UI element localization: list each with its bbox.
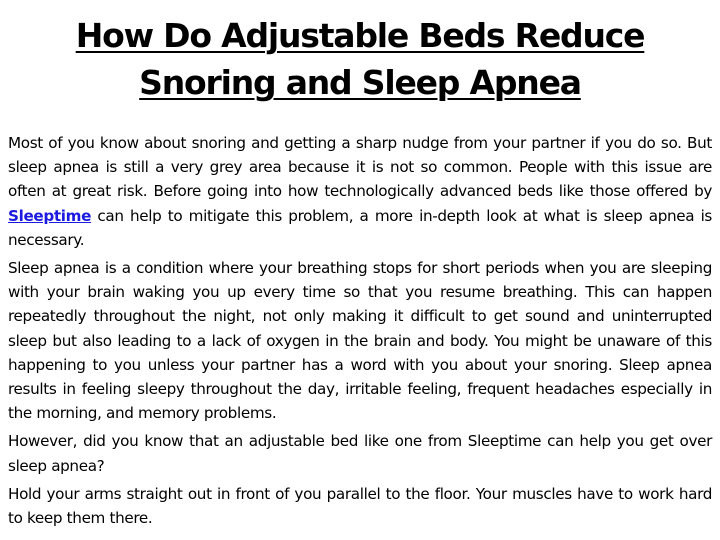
paragraph-intro-text-after: can help to mitigate this problem, a more in-depth look at what is sleep apnea is necessary. [8,206,712,249]
page-title: How Do Adjustable Beds Reduce Snoring and Sleep Apnea [75,16,645,102]
paragraph-arms: Hold your arms straight out in front of you parallel to the floor. Your muscles have to work hard to keep them there. [8,484,712,528]
paragraph-definition: Sleep apnea is a condition where your breathing stops for short periods when you are sleeping with your brain waking you up every time so that you resume breathing. This can happen repeatedly throughout the night, not only making it difficult to get sound and uninterrupted sleep but also leading to a lack of oxygen in the brain and body. You might be unaware of this happening to you unless your partner has a word with you about your snoring. Sleep apnea results in feeling sleepy throughout the day, irritable feeling, frequent headaches especially in the morning, and memory problems. [8,259,712,423]
paragraph-intro-text-before: Most of you know about snoring and getting a sharp nudge from your partner if you do so. But sleep apnea is still a very grey area because it is not so common. People with this issue are often at great risk. Before going into how technologically advanced beds like those offered by [8,134,712,201]
sleeptime-link[interactable]: Sleeptime [8,206,92,225]
article-body [8,131,712,534]
paragraph-intro [8,131,712,252]
paragraph-question: However, did you know that an adjustable bed like one from Sleeptime can help you get over sleep apnea? [8,432,712,475]
